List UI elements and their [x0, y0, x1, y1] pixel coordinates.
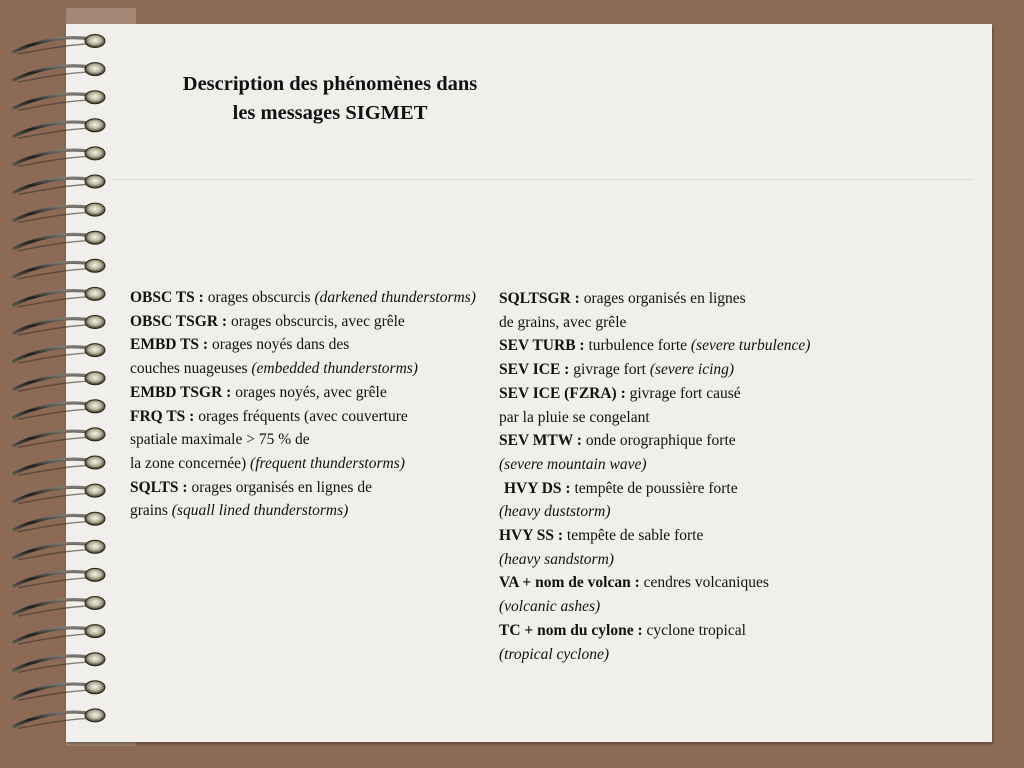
entry-english: (volcanic ashes)	[499, 598, 601, 616]
entry-code: HVY SS :	[499, 527, 567, 545]
title-line-2: les messages SIGMET	[232, 102, 428, 124]
entry-code: EMBD TS :	[130, 336, 212, 354]
spiral-ring	[14, 147, 105, 167]
entry-french: spatiale maximale > 75 % de	[130, 431, 310, 449]
entry-french: orages noyés dans des	[211, 336, 350, 354]
spiral-ring	[14, 344, 105, 364]
spiral-ring	[14, 316, 105, 336]
entry-sqltsgr	[499, 287, 859, 334]
entry-french: tempête de poussière forte	[574, 479, 738, 497]
spiral-ring	[14, 287, 105, 307]
spiral-ring	[14, 568, 105, 588]
spiral-ring	[14, 540, 105, 560]
spiral-ring	[14, 597, 105, 617]
spiral-ring	[14, 428, 105, 448]
spiral-ring	[14, 175, 105, 195]
entry-english: (heavy sandstorm)	[499, 550, 614, 568]
entry-french: cyclone tropical	[646, 621, 746, 639]
entry-hvy-ds	[499, 477, 859, 524]
entry-code: SEV TURB :	[499, 337, 589, 355]
entry-embd-ts	[130, 333, 502, 380]
spiral-ring	[14, 372, 105, 392]
spiral-ring	[14, 203, 105, 223]
entry-english: (frequent thunderstorms)	[250, 454, 405, 472]
entry-english: (heavy duststorm)	[499, 503, 611, 521]
entry-code: HVY DS :	[504, 479, 575, 497]
entry-french: turbulence forte	[588, 337, 691, 355]
spiral-ring	[14, 231, 105, 251]
entry-french: de grains, avec grêle	[499, 313, 627, 331]
entry-sev-mtw	[499, 429, 859, 476]
entry-code: SEV MTW :	[499, 432, 586, 450]
entry-code: TC + nom du cylone :	[499, 621, 647, 639]
entry-code: SEV ICE (FZRA) :	[499, 384, 630, 402]
entry-frq-ts	[130, 405, 502, 476]
entry-french: la zone concernée)	[130, 454, 251, 472]
spiral-ring	[14, 119, 105, 139]
spiral-ring	[14, 63, 105, 83]
entry-code: VA + nom de volcan :	[499, 574, 644, 592]
title-divider	[112, 179, 972, 180]
entry-code: OBSC TSGR :	[130, 312, 231, 330]
spiral-binding	[0, 0, 130, 768]
entry-sev-turb	[499, 334, 859, 358]
entry-french: orages obscurcis, avec grêle	[230, 312, 405, 330]
entry-french: orages organisés en lignes	[583, 290, 746, 307]
title-line-1: Description des phénomènes dans	[182, 73, 478, 95]
entry-code: EMBD TSGR :	[130, 383, 236, 401]
entry-french: orages noyés, avec grêle	[235, 383, 387, 401]
entry-code: SEV ICE :	[499, 361, 574, 379]
right-column	[499, 287, 859, 666]
entry-code: OBSC TS :	[130, 289, 208, 306]
entry-obsc-ts	[130, 286, 502, 310]
entry-code: FRQ TS :	[130, 407, 199, 425]
entry-english: (severe icing)	[649, 361, 735, 379]
spiral-ring	[14, 512, 105, 532]
entry-tropical-cyclone	[499, 619, 859, 666]
entry-code: SQLTS :	[130, 478, 192, 496]
entry-french: givrage fort causé	[629, 384, 741, 402]
entry-english: (embedded thunderstorms)	[251, 360, 418, 378]
entry-english: (severe mountain wave)	[499, 455, 647, 473]
entry-french: couches nuageuses	[130, 360, 252, 378]
entry-embd-tsgr	[130, 381, 502, 405]
entry-volcanic-ash	[499, 571, 859, 618]
entry-french: cendres volcaniques	[643, 574, 769, 592]
entry-sqlts	[130, 476, 502, 523]
spiral-ring	[14, 709, 105, 729]
spiral-ring	[14, 259, 105, 279]
entry-french: par la pluie se congelant	[499, 408, 650, 426]
spiral-ring	[14, 484, 105, 504]
entry-english: (darkened thunderstorms)	[314, 289, 476, 306]
entry-french: orages organisés en lignes de	[191, 478, 372, 496]
left-column	[130, 286, 502, 523]
page-title	[130, 70, 530, 128]
entry-french: onde orographique forte	[585, 432, 736, 450]
entry-english: (squall lined thunderstorms)	[171, 502, 349, 520]
entry-french: givrage fort	[573, 361, 650, 379]
entry-sev-ice-fzra	[499, 382, 859, 429]
spiral-ring	[14, 35, 105, 55]
entry-code: SQLTSGR :	[499, 290, 584, 307]
entry-english: (severe turbulence)	[690, 337, 811, 355]
entry-french: tempête de sable forte	[566, 527, 704, 545]
entry-french: orages fréquents (avec couverture	[198, 407, 408, 425]
entry-french: grains	[130, 502, 172, 520]
spiral-ring	[14, 91, 105, 111]
entry-english: (tropical cyclone)	[499, 645, 610, 663]
spiral-ring	[14, 681, 105, 701]
entry-hvy-ss	[499, 524, 859, 571]
spiral-ring	[14, 456, 105, 476]
entry-sev-ice	[499, 358, 859, 382]
entry-french: orages obscurcis	[207, 289, 315, 306]
spiral-ring	[14, 625, 105, 645]
entry-obsc-tsgr	[130, 310, 502, 334]
spiral-ring	[14, 400, 105, 420]
spiral-ring	[14, 653, 105, 673]
